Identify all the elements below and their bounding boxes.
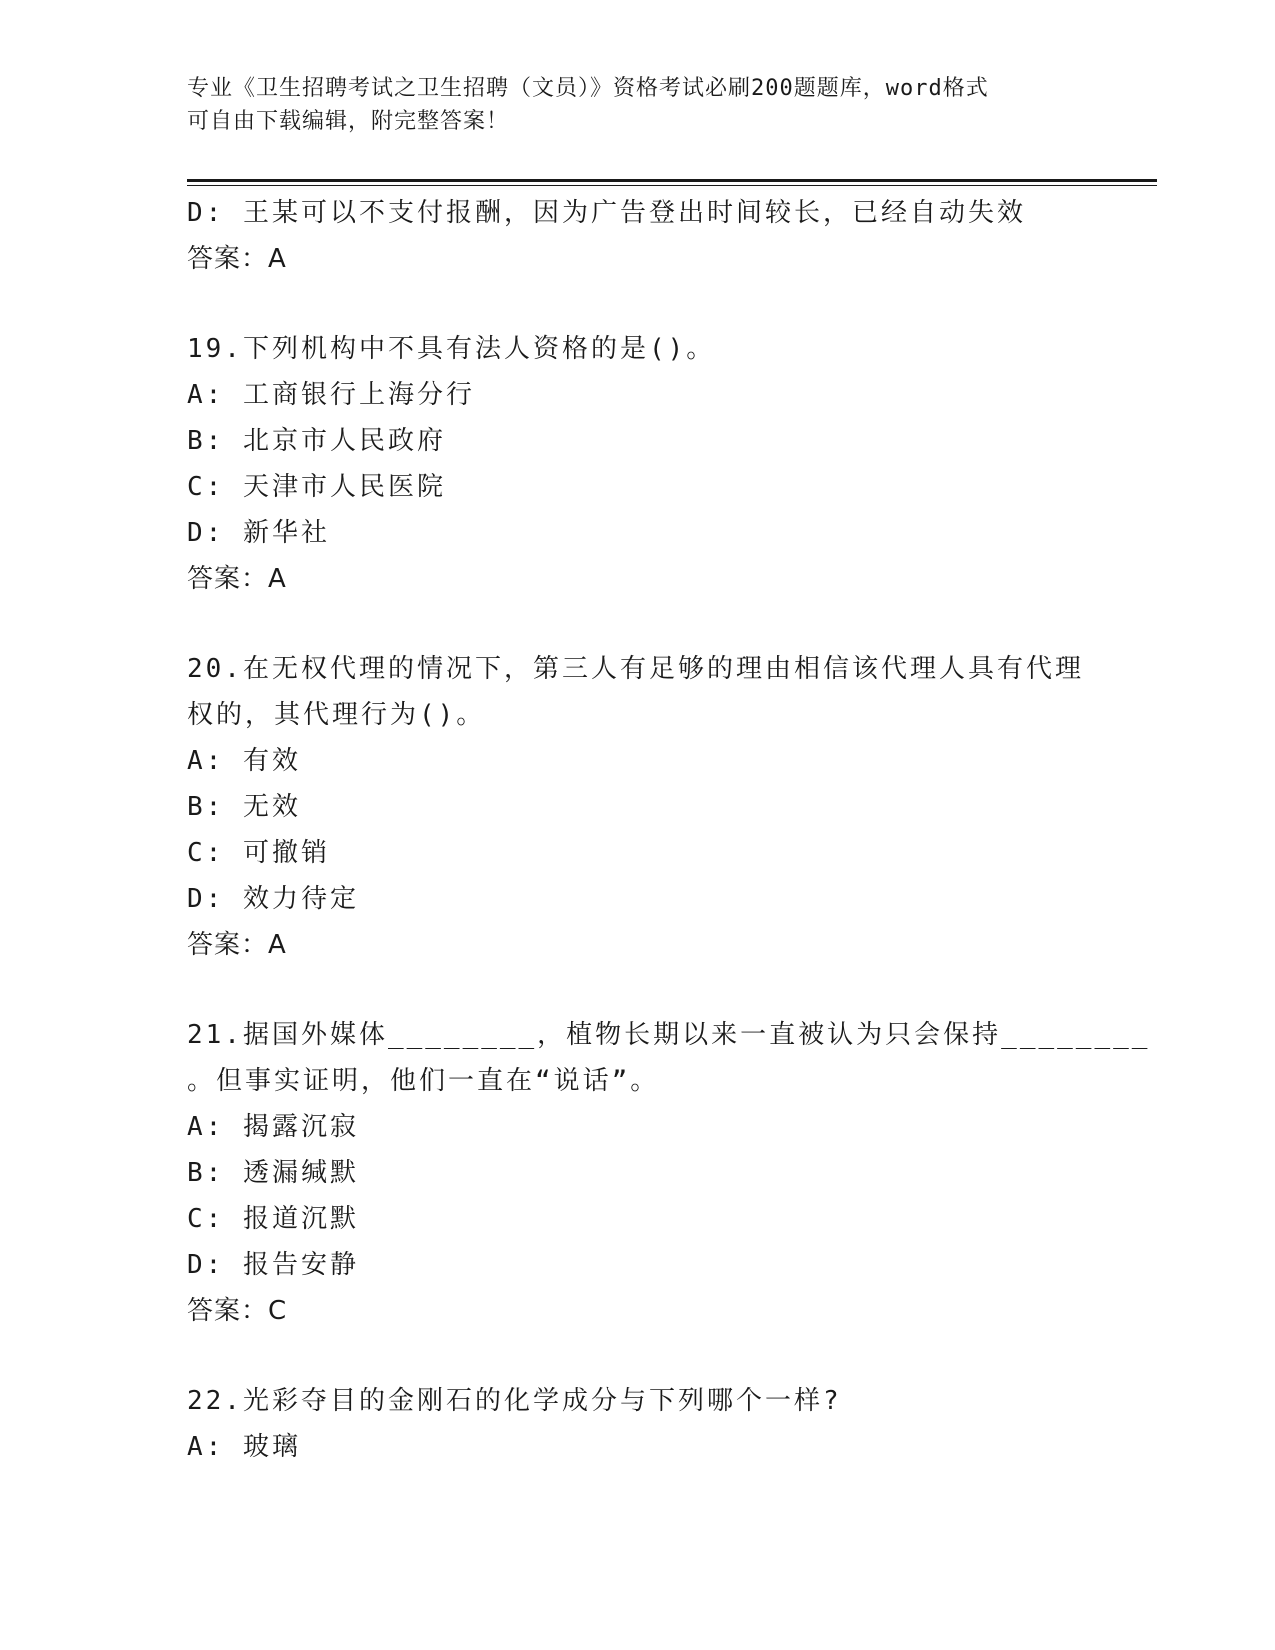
option-text: A: 有效: [187, 746, 301, 776]
option-text: B: 无效: [187, 792, 301, 822]
answer-text: 答案：C: [187, 1296, 288, 1326]
answer-text: 答案：A: [187, 930, 287, 960]
option-text: A: 玻璃: [187, 1432, 301, 1462]
answer-text: 答案：A: [187, 244, 287, 274]
header-line-2: 可自由下载编辑，附完整答案！: [187, 109, 510, 134]
option-text: D: 效力待定: [187, 884, 359, 914]
question-stem: 22.光彩夺目的金刚石的化学成分与下列哪个一样?: [187, 1386, 842, 1416]
header-divider-thin: [187, 185, 1157, 186]
header-line-1: 专业《卫生招聘考试之卫生招聘（文员）》资格考试必刷200题题库，word格式: [187, 76, 989, 101]
option-text: A: 工商银行上海分行: [187, 380, 475, 410]
option-text: A: 揭露沉寂: [187, 1112, 359, 1142]
document-header: [187, 72, 1107, 138]
question-stem: 20.在无权代理的情况下，第三人有足够的理由相信该代理人具有代理: [187, 654, 1084, 684]
header-divider-thick: [187, 179, 1157, 182]
option-text: C: 报道沉默: [187, 1204, 359, 1234]
option-text: C: 天津市人民医院: [187, 472, 446, 502]
question-stem: 权的，其代理行为()。: [187, 700, 486, 730]
answer-text: 答案：A: [187, 564, 287, 594]
option-text: C: 可撤销: [187, 838, 330, 868]
question-stem: 。但事实证明，他们一直在“说话”。: [187, 1066, 660, 1096]
option-text: D: 王某可以不支付报酬，因为广告登出时间较长，已经自动失效: [187, 198, 1026, 228]
option-text: D: 新华社: [187, 518, 330, 548]
question-stem: 21.据国外媒体________，植物长期以来一直被认为只会保持________: [187, 1020, 1151, 1050]
question-stem: 19.下列机构中不具有法人资格的是()。: [187, 334, 716, 364]
option-text: B: 透漏缄默: [187, 1158, 359, 1188]
option-text: D: 报告安静: [187, 1250, 359, 1280]
question-list: [187, 190, 1151, 1470]
option-text: B: 北京市人民政府: [187, 426, 446, 456]
